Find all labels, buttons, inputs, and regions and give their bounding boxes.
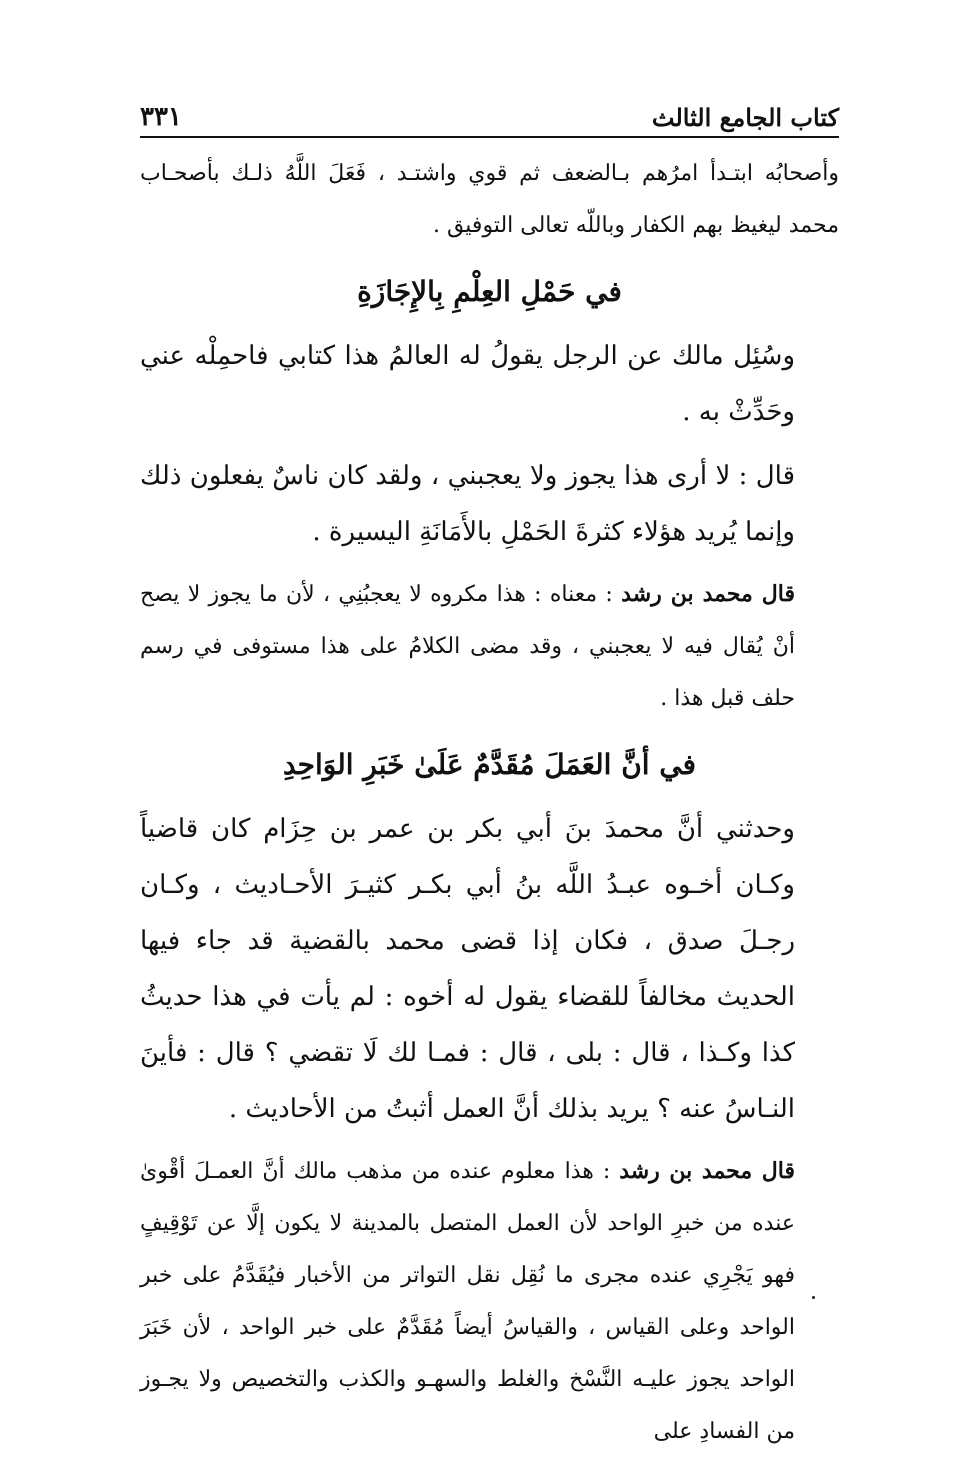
commentary-text-1: : معناه : هذا مكروه لا يعجبُنِي ، لأن ما يجوز لا يصح أنْ يُقال فيه لا يعجبني ، وقد مضى الكلامُ على هذا مستوفى في رسم حلف قبل هذا . [140, 582, 795, 711]
page-number: ٣٣١ [140, 102, 182, 132]
commentary-paragraph-1 [140, 568, 839, 725]
paragraph-answer: قال : لا أرى هذا يجوز ولا يعجبني ، ولقد كان ناسٌ يفعلون ذلك وإنما يُريد هؤلاء كثرةَ الحَمْلِ بالأَمَانَةِ اليسيرة . [140, 461, 795, 547]
header-rule [140, 136, 839, 138]
section-heading-1: في حَمْلِ العِلْمِ بِالإِجَازَةِ [357, 275, 622, 308]
paragraph-narration: وحدثني أنَّ محمدَ بنَ أبي بكر بن عمر بن حِزَام كان قاضياً وكـان أخـوه عبـدُ اللَّه بنُ أبي بكـر كثيـرَ الأحـاديث ، وكـان رجـلَ صدق ، فكان إذا قضى محمد بالقضية قد جاء فيها الحديث مخالفاً للقضاء يقول له أخوه : لم يأت في هذا حديثُ كذا وكـذا ، قال : بلى ، قال : فمـا لك لَا تقضي ؟ قال : فأينَ النـاسُ عنه ؟ يريد بذلك أنَّ العمل أثبتُ من الأحاديث . [140, 814, 795, 1124]
section-heading-2: في أنَّ العَمَلَ مُقَدَّمٌ عَلَىٰ خَبَرِ الوَاحِدِ [282, 748, 697, 781]
intro-paragraph: وأصحابُه ابتـدأ امرُهم بـالضعف ثم قوي واشتـد ، فَعَلَ اللَّهُ ذلـك بأصحـاب محمد ليغيظ بهم الكفار وباللّه تعالى التوفيق . [140, 161, 839, 238]
page-body [140, 148, 839, 1458]
scan-speck [812, 1296, 815, 1299]
commentary-text-2: : هذا معلوم عنده من مذهب مالك أنَّ العمـلَ أقْوىٰ عنده من خبرِ الواحد لأن العمل المتصل بالمدينة لا يكون إلَّا عن تَوْقِيفٍ فهو يَجْرِي عنده مجرى ما نُقِل نقل التواتر من الأخبار فيُقَدَّمُ على خبر الواحد وعلى القياس ، والقياسُ أيضاً مُقَدَّمٌ على خبر الواحد ، لأن خَبَرَ الواحد يجوز عليـه النَّسْخ والغلط والسهـو والكذب والتخصيص ولا يجـوز من الفسادِ على [140, 1159, 795, 1444]
page-header [140, 88, 839, 132]
commentary-paragraph-2 [140, 1145, 839, 1458]
running-title: كتاب الجامع الثالث [651, 103, 839, 132]
paragraph-question: وسُئِل مالك عن الرجل يقولُ له العالمُ هذا كتابي فاحمِلْه عني وحَدِّثْ به . [140, 341, 795, 427]
commentary-label-2: قال محمد بن رشد [619, 1158, 795, 1184]
commentary-label-1: قال محمد بن رشد [621, 581, 795, 607]
